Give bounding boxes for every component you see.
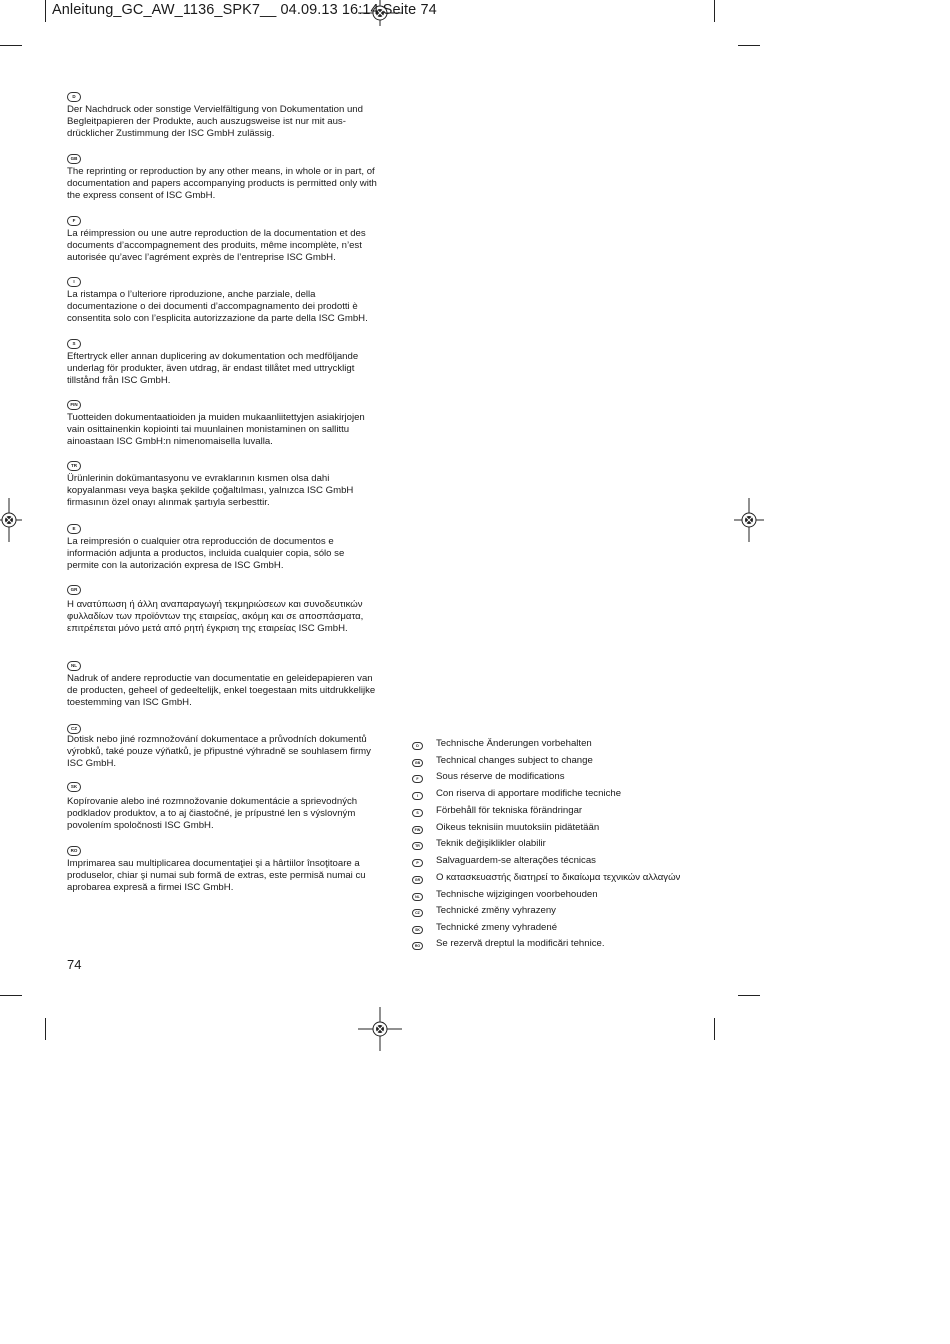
change-text: Ο κατασκευαστής διατηρεί το δικαίωμα τεχνικών αλλαγών — [436, 872, 681, 883]
notice-text: Tuotteiden dokumentaatioiden ja muiden mukaanliitettyjen asiakirjojen vain osittainenkin kopiointi tai muunlainen monistaminen on sallittu ainoastaan ISC GmbH:n nimenomaisella luvalla. — [67, 412, 365, 447]
notice-text: Der Nachdruck oder sonstige Vervielfältigung von Dokumentation und Begleitpapieren der Produkte, auch auszugsweise ist nur mit aus-drücklicher Zustimmung der ISC GmbH zulässig. — [67, 104, 363, 139]
language-badge: D — [67, 92, 81, 102]
language-badge: F — [412, 775, 423, 783]
notice-ro — [67, 846, 377, 893]
notice-it — [67, 277, 377, 324]
language-badge: CZ — [412, 909, 423, 917]
change-notice-fi — [412, 821, 600, 835]
notice-fi — [67, 400, 377, 447]
language-badge: F — [67, 216, 81, 226]
change-notice-pt — [412, 854, 596, 868]
change-text: Teknik değişiklikler olabilir — [436, 838, 546, 849]
notice-nl — [67, 661, 377, 708]
language-badge: SK — [412, 926, 423, 934]
notice-fr — [67, 216, 377, 263]
change-text: Förbehåll för tekniska förändringar — [436, 805, 583, 816]
language-badge: P — [412, 859, 423, 867]
change-text: Se rezervă dreptul la modificări tehnice. — [436, 938, 605, 949]
language-badge: GB — [412, 759, 423, 767]
notice-tr — [67, 461, 377, 508]
change-text: Technical changes subject to change — [436, 755, 593, 766]
notice-text: The reprinting or reproduction by any other means, in whole or in part, of documentation and papers accompanying products is permitted only with the express consent of ISC GmbH. — [67, 166, 377, 201]
change-text: Technické změny vyhrazeny — [436, 905, 556, 916]
language-badge: SK — [67, 782, 81, 792]
language-badge: NL — [412, 893, 423, 901]
notice-text: Nadruk of andere reproductie van documentatie en geleidepapieren van de producten, geheel of gedeeltelijk, enkel toegestaan mits uitdrukkelijke toestemming van ISC GmbH. — [67, 673, 376, 708]
notice-de — [67, 92, 377, 139]
page-number: 74 — [67, 957, 82, 972]
crop-mark — [0, 995, 22, 996]
change-text: Salvaguardem-se alterações técnicas — [436, 855, 596, 866]
change-text: Technické zmeny vyhradené — [436, 922, 558, 933]
print-header: Anleitung_GC_AW_1136_SPK7__ 04.09.13 16:14 Seite 74 — [52, 2, 437, 18]
registration-mark-icon — [358, 1007, 402, 1051]
registration-mark-icon — [0, 498, 22, 542]
language-badge: CZ — [67, 724, 81, 734]
change-notice-nl — [412, 888, 598, 902]
language-badge: S — [67, 339, 81, 349]
language-badge: I — [412, 792, 423, 800]
language-badge: NL — [67, 661, 81, 671]
crop-mark — [45, 0, 46, 22]
language-badge: D — [412, 742, 423, 750]
notice-text: La ristampa o l’ulteriore riproduzione, anche parziale, della documentazione o dei documenti d’accompagnamento dei prodotti è consentita solo con l’esplicita autorizzazione da parte della ISC GmbH. — [67, 289, 368, 324]
language-badge: S — [412, 809, 423, 817]
language-badge: GB — [67, 154, 81, 164]
change-text: Con riserva di apportare modifiche tecniche — [436, 788, 622, 799]
notice-text: La reimpresión o cualquier otra reproducción de documentos e información adjunta a productos, incluida cualquier copia, sólo se permite con la autorización expresa de ISC GmbH. — [67, 536, 345, 571]
crop-mark — [738, 45, 760, 46]
change-text: Technische Änderungen vorbehalten — [436, 738, 592, 749]
notice-cz — [67, 724, 377, 769]
registration-mark-icon — [734, 498, 764, 542]
change-notice-it — [412, 787, 622, 801]
language-badge: FIN — [412, 826, 423, 834]
notice-text: Imprimarea sau multiplicarea documentaţiei şi a hârtiilor însoţitoare a produselor, chiar şi numai sub formă de extras, este permisă numai cu aprobarea expresă a firmei ISC GmbH. — [67, 858, 366, 893]
change-notice-cz — [412, 904, 556, 918]
language-badge: E — [67, 524, 81, 534]
language-badge: RO — [412, 942, 423, 950]
crop-mark — [714, 0, 715, 22]
crop-mark — [45, 1018, 46, 1040]
language-badge: RO — [67, 846, 81, 856]
notice-se — [67, 339, 377, 386]
notice-text: Η ανατύπωση ή άλλη αναπαραγωγή τεκμηριώσεων και συνοδευτικών φυλλαδίων των προϊόντων της εταιρείας, ακόμη και σε αποσπάσματα, επιτρέπεται μόνο μετά από ρητή έγκριση της εταιρείας ISC GmbH. — [67, 599, 364, 634]
notice-text: Kopírovanie alebo iné rozmnožovanie dokumentácie a sprievodných podkladov produktov, a to aj čiastočné, je prípustné len s výslovným povolením spoločnosti ISC GmbH. — [67, 796, 358, 831]
change-notice-se — [412, 804, 583, 818]
notice-es — [67, 524, 377, 571]
notice-text: Dotisk nebo jiné rozmnožování dokumentace a průvodních dokumentů výrobků, také pouze výňatků, je připustné výhradně se souhlasem firmy ISC GmbH. — [67, 734, 371, 769]
language-badge: GR — [67, 585, 81, 595]
change-notice-tr — [412, 837, 546, 851]
crop-mark — [738, 995, 760, 996]
notice-text: Eftertryck eller annan duplicering av dokumentation och medföljande underlag för produkter, även utdrag, är endast tillåtet med uttryckligt tillstånd från ISC GmbH. — [67, 351, 359, 386]
change-text: Sous réserve de modifications — [436, 771, 565, 782]
notice-gr — [67, 585, 377, 634]
notice-text: La réimpression ou une autre reproduction de la documentation et des documents d’accompagnement des produits, même incomplète, n’est autorisée qu’avec l’agrément exprès de l’entreprise ISC GmbH. — [67, 228, 366, 263]
change-notice-ro — [412, 937, 605, 951]
notice-text: Ürünlerinin dokümantasyonu ve evraklarının kısmen olsa dahi kopyalanması veya başka şekilde çoğaltılması, yalnızca ISC GmbH firmasının özel onayı alınmak şartıyla serbesttir. — [67, 473, 354, 508]
change-notice-de — [412, 737, 592, 751]
change-notice-fr — [412, 770, 565, 784]
change-notice-gr — [412, 871, 681, 885]
change-notice-gb — [412, 754, 593, 768]
change-text: Oikeus teknisiin muutoksiin pidätetään — [436, 822, 600, 833]
crop-mark — [0, 45, 22, 46]
change-text: Technische wijzigingen voorbehouden — [436, 889, 598, 900]
language-badge: I — [67, 277, 81, 287]
notice-gb — [67, 154, 377, 201]
language-badge: TR — [67, 461, 81, 471]
crop-mark — [714, 1018, 715, 1040]
language-badge: FIN — [67, 400, 81, 410]
change-notice-sk — [412, 921, 558, 935]
notice-sk — [67, 782, 377, 831]
language-badge: GR — [412, 876, 423, 884]
language-badge: TR — [412, 842, 423, 850]
